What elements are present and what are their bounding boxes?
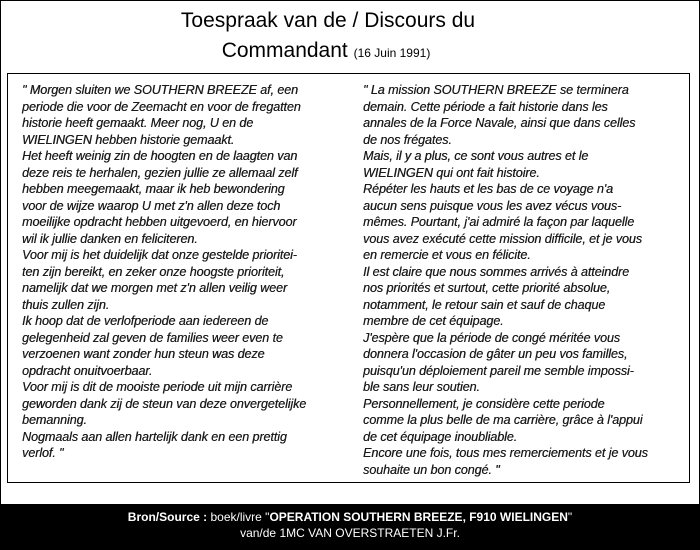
speech-line: vous avez exécuté cette mission difficile, et je vous: [363, 231, 642, 246]
title-commandant: Commandant: [221, 39, 348, 62]
speech-line: aucun sens puisque vous les avez vécus vous-: [363, 198, 622, 213]
speech-line: Mais, il y a plus, ce sont vous autres et le: [363, 149, 589, 163]
speech-line: mêmes. Pourtant, j'ai admiré la façon par laquelle: [363, 215, 635, 229]
speech-line: comme la plus belle de ma carrière, grâce à l'appui: [363, 413, 643, 427]
speech-line: periode die voor de Zeemacht en voor de fregatten: [22, 99, 301, 114]
speech-line: souhaite un bon congé. ": [363, 462, 500, 477]
source-footer: [0, 509, 700, 541]
speech-line: Il est claire que nous sommes arrivés à atteindre: [363, 264, 629, 279]
speech-line: Het heeft weinig zin de hoogten en de laagten van: [22, 149, 298, 163]
speech-line: donnera l'occasion de gâter un peu vos familles,: [363, 347, 628, 361]
speech-line: " La mission SOUTHERN BREEZE se terminera: [363, 83, 629, 97]
book-title: OPERATION SOUTHERN BREEZE, F910 WIELINGEN: [269, 510, 568, 524]
source-prefix: boek/livre ": [207, 510, 270, 524]
speech-line: de cet équipage inoubliable.: [363, 429, 518, 444]
speech-line: WIELINGEN hebben historie gemaakt.: [22, 132, 235, 147]
author-line: van/de 1MC VAN OVERSTRAETEN J.Fr.: [240, 526, 460, 540]
speech-line: moeilijke opdracht hebben uitgevoerd, en hiervoor: [22, 215, 297, 229]
speech-line: historie heeft gemaakt. Meer nog, U en de: [22, 116, 254, 130]
speech-line: Personnellement, je considère cette periode: [363, 396, 605, 411]
speech-line: wil ik jullie danken en feliciteren.: [22, 231, 198, 246]
speech-line: de nos frégates.: [363, 132, 452, 147]
speech-line: en remercie et vous en félicite.: [363, 248, 531, 262]
speech-line: thuis zullen zijn.: [22, 297, 110, 312]
speech-line: Nogmaals aan allen hartelijk dank en een prettig: [22, 429, 287, 444]
speech-line: notamment, le retour sain et sauf de chaque: [363, 297, 606, 312]
title-date: (16 Juin 1991): [353, 46, 431, 60]
speech-line: verlof. ": [22, 446, 64, 460]
speech-line: deze reis te herhalen, gezien jullie ze allemaal zelf: [22, 165, 298, 180]
speech-line: Voor mij is dit de mooiste periode uit mijn carrière: [22, 380, 293, 394]
speech-line: nos priorités et surtout, cette priorité absolue,: [363, 281, 611, 295]
speech-line: demain. Cette période a fait historie dans les: [363, 99, 608, 114]
speech-line: voor de wijze waarop U met z'n allen deze toch: [22, 198, 281, 213]
speech-frame: [7, 73, 690, 483]
title-line-1: Toespraak van de / Discours du: [180, 9, 476, 32]
speech-line: bemanning.: [22, 413, 87, 427]
source-suffix: ": [567, 510, 573, 524]
speech-line: opdracht onuitvoerbaar.: [22, 363, 153, 378]
title-line-2: [0, 37, 675, 67]
speech-line: ten zijn bereikt, en zeker onze hoogste prioriteit,: [22, 264, 285, 279]
speech-line: annales de la Force Navale, ainsi que dans celles: [363, 116, 636, 130]
speech-line: gelegenheid zal geven de families weer even te: [22, 330, 283, 345]
speech-line: Répéter les hauts et les bas de ce voyage n'a: [363, 182, 613, 196]
speech-line: Voor mij is het duidelijk dat onze gestelde prioritei-: [22, 248, 297, 262]
document-title: [1, 7, 699, 67]
speech-line: membre de cet équipage.: [363, 314, 504, 328]
speech-french-column: [363, 82, 685, 478]
speech-line: WIELINGEN qui ont fait histoire.: [363, 165, 540, 180]
speech-line: puisqu'un déploiement pareil me semble impossi-: [363, 363, 634, 378]
speech-line: verzoenen want zonder hun steun was deze: [22, 347, 265, 361]
speech-line: geworden dank zij de steun van deze onvergetelijke: [22, 396, 307, 411]
speech-line: ble sans leur soutien.: [363, 380, 480, 394]
speech-line: Ik hoop dat de verlofperiode aan iedereen de: [22, 314, 269, 328]
speech-line: Encore une fois, tous mes remerciements et je vous: [363, 446, 648, 460]
speech-line: " Morgen sluiten we SOUTHERN BREEZE af, een: [22, 83, 298, 97]
speech-line: namelijk dat we morgen met z'n allen veilig weer: [22, 281, 287, 295]
speech-dutch-column: [22, 82, 342, 462]
speech-line: hebben meegemaakt, maar ik heb bewondering: [22, 182, 285, 196]
source-line: [0, 509, 700, 525]
source-label: Bron/Source :: [127, 510, 208, 524]
speech-line: J'espère que la période de congé méritée vous: [363, 330, 620, 345]
